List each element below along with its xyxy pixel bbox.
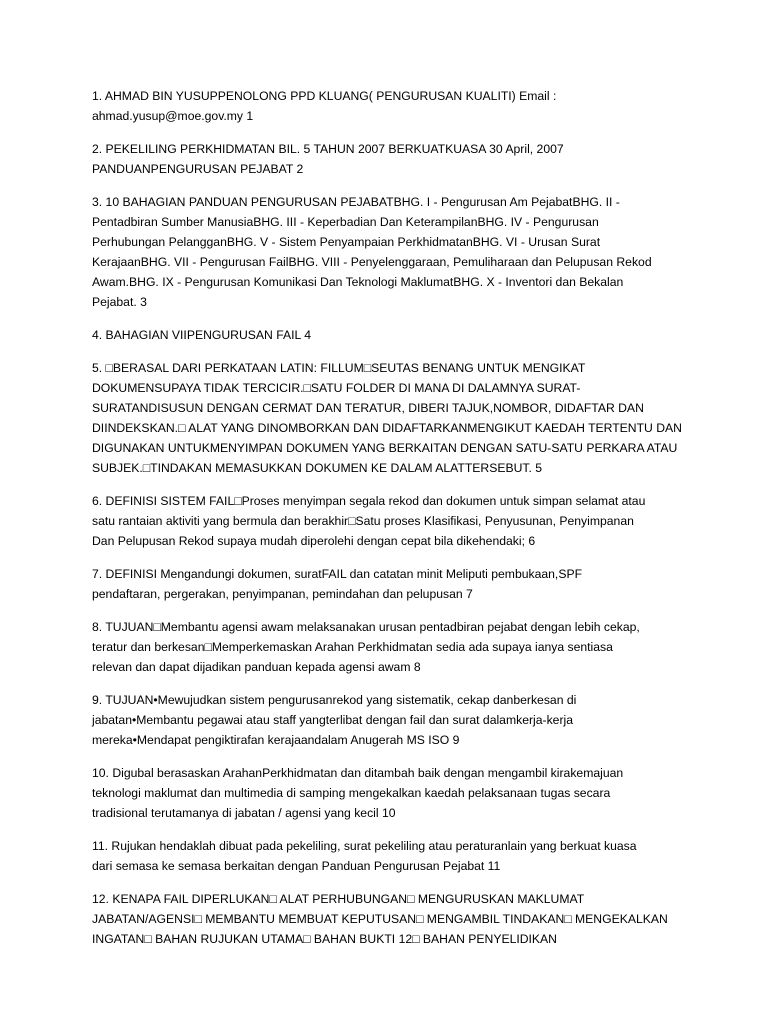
paragraph-8: 8. TUJUAN□Membantu agensi awam melaksanakan urusan pentadbiran pejabat dengan lebih cekap, teratur dan berkesan□Memperkemaskan Arahan Perkhidmatan sedia ada supaya ianya sentiasa relevan dan dapat dijadikan panduan kepada agensi awam 8 xyxy=(92,620,640,674)
paragraph-6: 6. DEFINISI SISTEM FAIL□Proses menyimpan segala rekod dan dokumen untuk simpan selamat atau satu rantaian aktiviti yang bermula dan berakhir□Satu proses Klasifikasi, Penyusunan, Penyimpanan Dan Pelupusan Rekod supaya mudah diperolehi dengan cepat bila dikehendaki; 6 xyxy=(92,494,646,548)
paragraph-12: 12. KENAPA FAIL DIPERLUKAN□ ALAT PERHUBUNGAN□ MENGURUSKAN MAKLUMAT JABATAN/AGENSI□ MEMBANTU MEMBUAT KEPUTUSAN□ MENGAMBIL TINDAKAN□ MENGEKALKAN INGATAN□ BAHAN RUJUKAN UTAMA□ BAHAN BUKTI 12□ BAHAN PENYELIDIKAN xyxy=(92,892,668,946)
paragraph-7: 7. DEFINISI Mengandungi dokumen, suratFAIL dan catatan minit Meliputi pembukaan,SPF pendaftaran, pergerakan, penyimpanan, pemindahan dan pelupusan 7 xyxy=(92,567,583,601)
paragraph-3: 3. 10 BAHAGIAN PANDUAN PENGURUSAN PEJABATBHG. I - Pengurusan Am PejabatBHG. II - Pentadbiran Sumber ManusiaBHG. III - Keperbadian Dan KeterampilanBHG. IV - Pengurusan Perhubungan PelangganBHG. V - Sistem Penyampaian PerkhidmatanBHG. VI - Urusan Surat KerajaanBHG. VII - Pengurusan FailBHG. VIII - Penyelenggaraan, Pemuliharaan dan Pelupusan Rekod Awam.BHG. IX - Pengurusan Komunikasi Dan Teknologi MaklumatBHG. X - Inventori dan Bekalan Pejabat. 3 xyxy=(92,195,652,309)
paragraph-1: 1. AHMAD BIN YUSUPPENOLONG PPD KLUANG( PENGURUSAN KUALITI) Email : ahmad.yusup@moe.gov.my 1 xyxy=(92,89,557,123)
paragraph-10: 10. Digubal berasaskan ArahanPerkhidmatan dan ditambah baik dengan mengambil kirakemajuan teknologi maklumat dan multimedia di samping mengekalkan kaedah pelaksanaan tugas secara tradisional terutamanya di jabatan / agensi yang kecil 10 xyxy=(92,766,624,820)
paragraph-9: 9. TUJUAN•Mewujudkan sistem pengurusanrekod yang sistematik, cekap danberkesan di jabatan•Membantu pegawai atau staff yangterlibat dengan fail dan surat dalamkerja-kerja mereka•Mendapat pengiktirafan kerajaandalam Anugerah MS ISO 9 xyxy=(92,693,577,747)
paragraph-2: 2. PEKELILING PERKHIDMATAN BIL. 5 TAHUN 2007 BERKUATKUASA 30 April, 2007 PANDUANPENGURUSAN PEJABAT 2 xyxy=(92,142,564,176)
paragraph-11: 11. Rujukan hendaklah dibuat pada pekeliling, surat pekeliling atau peraturanlain yang berkuat kuasa dari semasa ke semasa berkaitan dengan Panduan Pengurusan Pejabat 11 xyxy=(92,839,637,873)
paragraph-4: 4. BAHAGIAN VIIPENGURUSAN FAIL 4 xyxy=(92,328,311,342)
document-page xyxy=(92,86,688,962)
paragraph-5: 5. □BERASAL DARI PERKATAAN LATIN: FILLUM□SEUTAS BENANG UNTUK MENGIKAT DOKUMENSUPAYA TIDAK TERCICIR.□SATU FOLDER DI MANA DI DALAMNYA SURAT- SURATANDISUSUN DENGAN CERMAT DAN TERATUR, DIBERI TAJUK,NOMBOR, DIDAFTAR DAN DIINDEKSKAN.□ ALAT YANG DINOMBORKAN DAN DIDAFTARKANMENGIKUT KAEDAH TERTENTU DAN DIGUNAKAN UNTUKMENYIMPAN DOKUMEN YANG BERKAITAN DENGAN SATU-SATU PERKARA ATAU SUBJEK.□TINDAKAN MEMASUKKAN DOKUMEN KE DALAM ALATTERSEBUT. 5 xyxy=(92,361,682,475)
